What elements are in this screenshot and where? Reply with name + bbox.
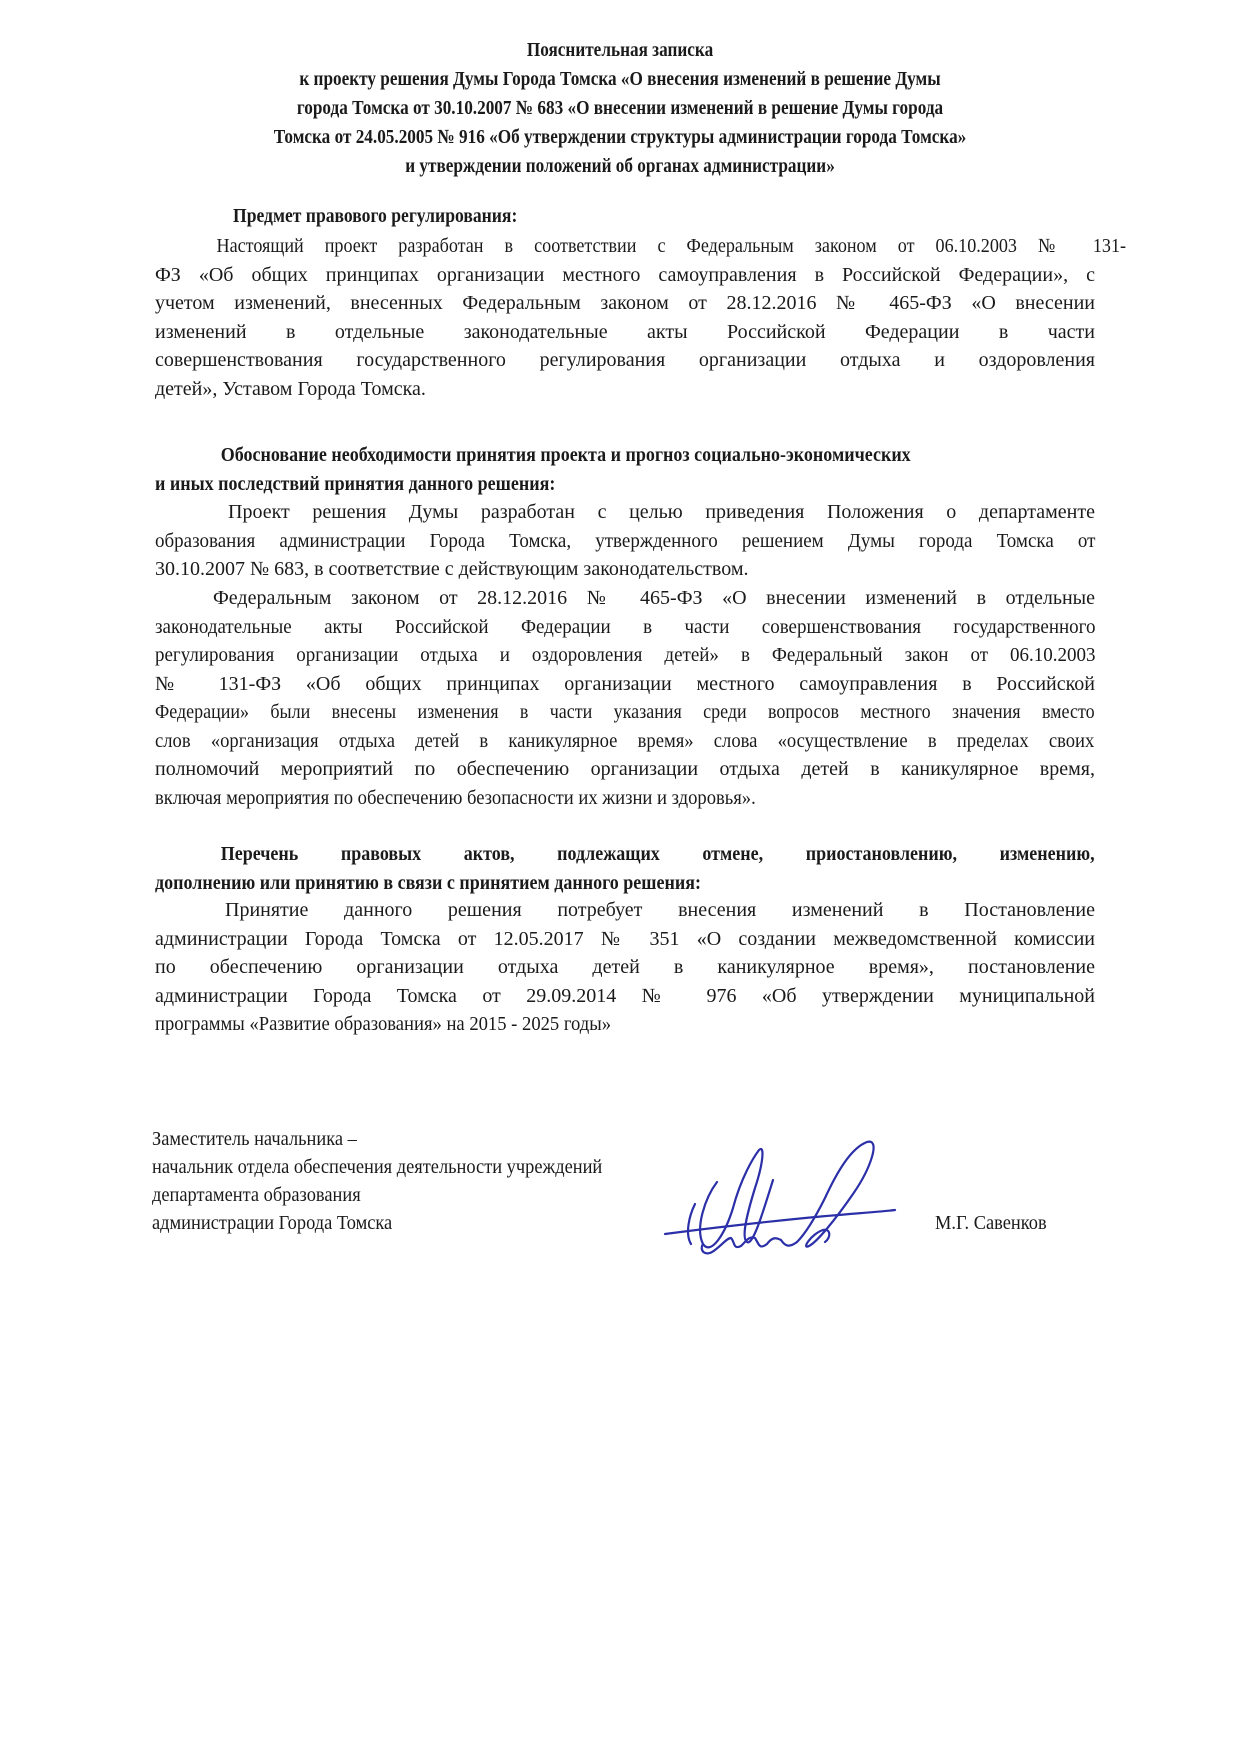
paragraph-legal-acts [155, 896, 1095, 1039]
title-line: города Томска от 30.10.2007 № 683 «О внесении изменений в решение Думы города [296, 97, 944, 119]
position-line: Заместитель начальника – [152, 1128, 357, 1150]
section-heading-subject [233, 202, 517, 231]
title-line: Пояснительная записка [526, 39, 714, 61]
heading-line: дополнению или принятию в связи с принятием данного решения: [155, 872, 701, 894]
text-line: администрации Города Томска от 12.05.2017 № 351 «О создании межведомственной комиссии [155, 927, 1095, 950]
text-line: детей», Уставом Города Томска. [155, 377, 426, 400]
text-line: № 131-ФЗ «Об общих принципах организации местного самоуправления в Российской [155, 672, 1095, 695]
text-line: по обеспечению организации отдыха детей в каникулярное время», постановление [155, 956, 1095, 978]
signatory-name: М.Г. Савенков [935, 1212, 1047, 1234]
text-line: администрации Города Томска от 29.09.2014 № 976 «Об утверждении муниципальной [155, 984, 1095, 1007]
paragraph-subject [155, 232, 1127, 403]
signatory-position [152, 1125, 602, 1237]
title-line: и утверждении положений об органах администрации» [405, 155, 835, 177]
section-heading-justification [155, 441, 1095, 499]
text-line: включая мероприятия по обеспечению безопасности их жизни и здоровья». [155, 786, 756, 809]
text-line: учетом изменений, внесенных Федеральным законом от 28.12.2016 № 465-ФЗ «О внесении [155, 292, 1095, 314]
title-line: Томска от 24.05.2005 № 916 «Об утверждении структуры администрации города Томска» [273, 126, 967, 148]
text-line: слов «организация отдыха детей в каникулярное время» слова «осуществление в пределах своих [155, 729, 1095, 752]
text-line: Федеральным законом от 28.12.2016 № 465-ФЗ «О внесении изменений в отдельные [213, 587, 1095, 609]
document-title [216, 36, 1024, 181]
text-line: программы «Развитие образования» на 2015 - 2025 годы» [155, 1013, 612, 1035]
position-line: администрации Города Томска [152, 1212, 393, 1234]
heading-line: и иных последствий принятия данного решения: [155, 473, 556, 495]
paragraph-justification-2 [155, 584, 1095, 812]
heading-line: Предмет правового регулирования: [233, 205, 518, 227]
heading-line: Перечень правовых актов, подлежащих отмене, приостановлению, изменению, [220, 843, 1095, 865]
text-line: образования администрации Города Томска, утвержденного решением Думы города Томска от [155, 529, 1096, 552]
title-line: к проекту решения Думы Города Томска «О внесения изменений в решение Думы [299, 68, 941, 90]
text-line: Проект решения Думы разработан с целью приведения Положения о департаменте [228, 501, 1095, 523]
heading-line: Обоснование необходимости принятия проекта и прогноз социально-экономических [220, 444, 911, 466]
text-line: Принятие данного решения потребует внесения изменений в Постановление [225, 899, 1095, 921]
text-line: Настоящий проект разработан в соответствии с Федеральным законом от 06.10.2003 № 131- [216, 235, 1127, 257]
text-line: 30.10.2007 № 683, в соответствие с действующим законодательством. [155, 558, 749, 580]
paragraph-justification-1 [155, 498, 1095, 584]
text-line: законодательные акты Российской Федерации в части совершенствования государственного [155, 615, 1096, 638]
text-line: ФЗ «Об общих принципах организации местного самоуправления в Российской Федерации», с [155, 263, 1095, 286]
section-heading-legal-acts [155, 840, 1095, 898]
text-line: полномочий мероприятий по обеспечению организации отдыха детей в каникулярное время, [155, 758, 1095, 780]
handwritten-signature-icon [655, 1138, 905, 1268]
text-line: совершенствования государственного регулирования организации отдыха и оздоровления [155, 349, 1095, 371]
text-line: регулирования организации отдыха и оздоровления детей» в Федеральный закон от 06.10.2003 [155, 644, 1096, 666]
position-line: департамента образования [152, 1184, 361, 1206]
text-line: Федерации» были внесены изменения в части указания среди вопросов местного значения вместо [155, 701, 1095, 723]
position-line: начальник отдела обеспечения деятельности учреждений [152, 1156, 603, 1178]
text-line: изменений в отдельные законодательные акты Российской Федерации в части [155, 320, 1095, 343]
